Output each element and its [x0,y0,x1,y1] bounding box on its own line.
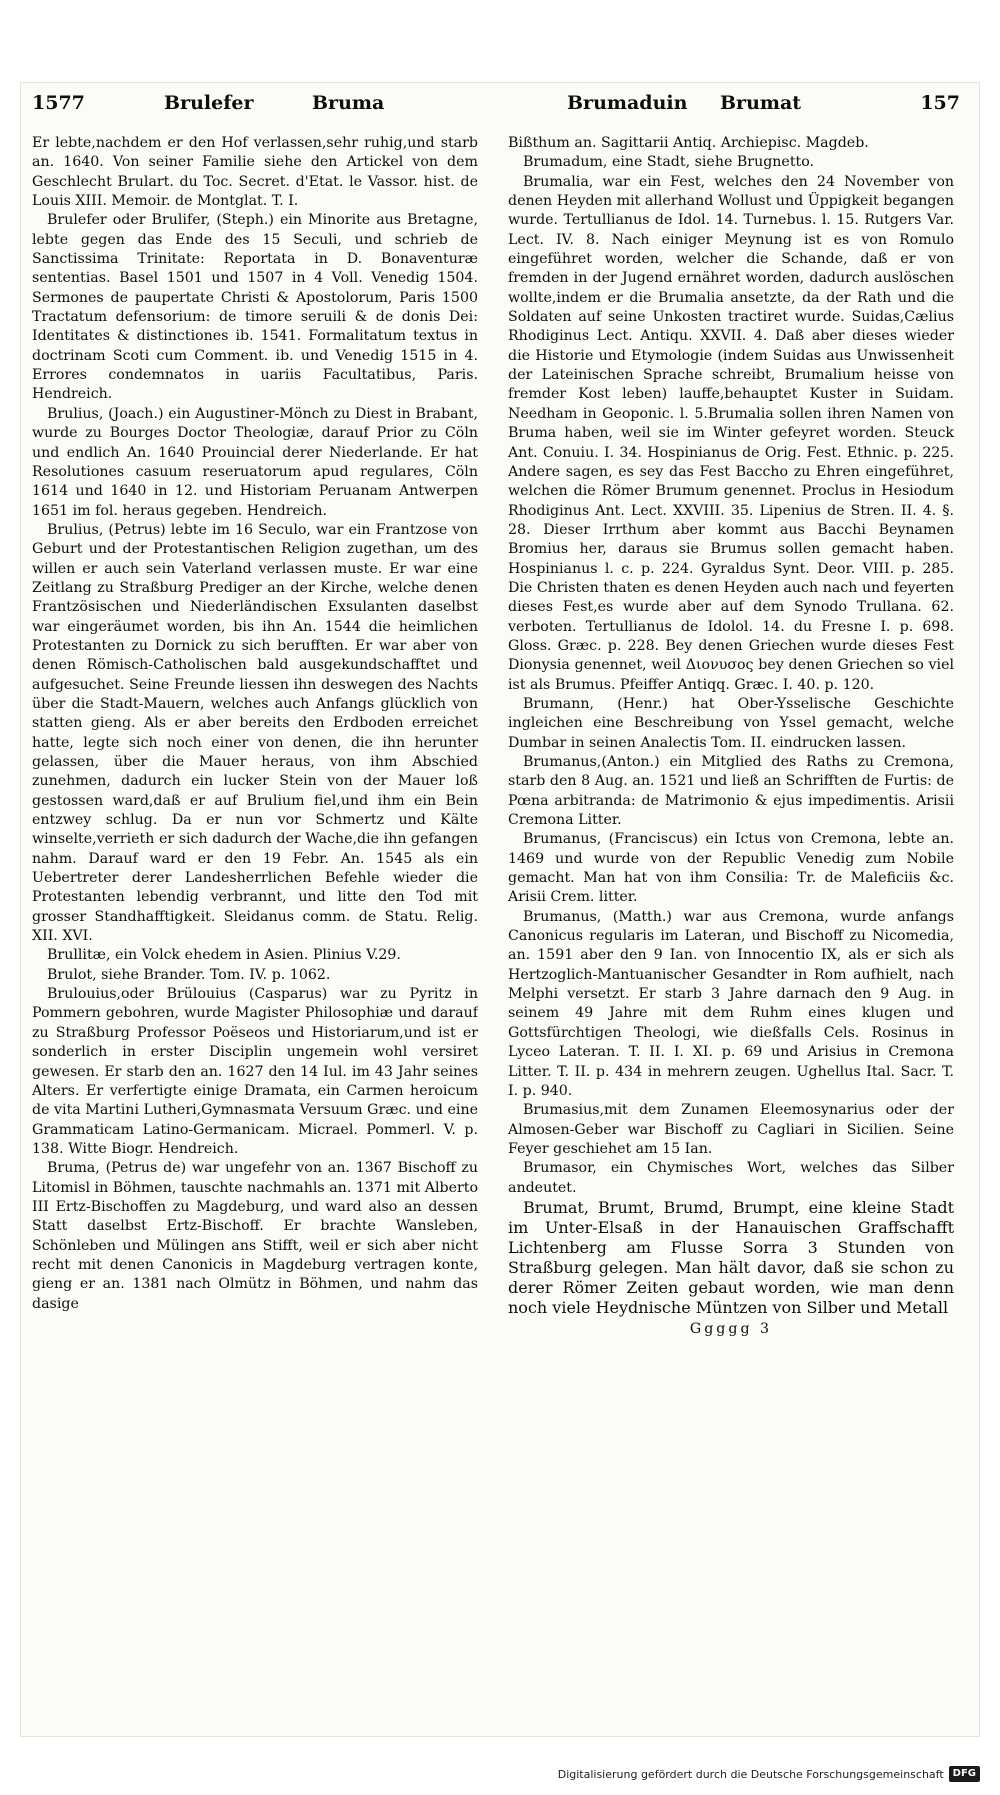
entry-paragraph: Brumat, Brumt, Brumd, Brumpt, eine kleine Stadt im Unter-Elsaß in der Hanauischen Graffschafft Lichtenberg am Flusse Sorra 3 Stunden von Straßburg gelegen. Man hält davor, daß sie schon zu derer Römer Zeiten gebaut worden, wie man denn noch viele Heydnische Müntzen von Silber und Metall [508,1197,954,1317]
entry-paragraph: Brulius, (Joach.) ein Augustiner-Mönch zu Diest in Brabant, wurde zu Bourges Doctor Theologiæ, darauf Prior zu Cöln und endlich An. 1640 Prouincial derer Niederlande. Er hat Resolutiones casuum reseruatorum apud regulares, Cöln 1614 und 1640 in 12. und Historiam Peruanam Antwerpen 1651 im fol. heraus gegeben. Hendreich. [32,405,478,519]
entry-paragraph: Er lebte,nachdem er den Hof verlassen,sehr ruhig,und starb an. 1640. Von seiner Familie siehe den Artickel von dem Geschlecht Brulart. du Toc. Secret. d'Etat. le Vassor. hist. de Louis XIII. Memoir. de Montglat. T. I. [32,135,478,210]
entry-paragraph: Brumanus, (Matth.) war aus Cremona, wurde anfangs Canonicus regularis im Lateran, und Bischoff zu Nicomedia, an. 1591 aber den 9 Ian. von Innocentio IX, als er sich als Hertzoglich-Mantuanischer Gesandter in Rom aufhielt, nach Melphi versetzt. Er starb 3 Jahre darnach den 9 Aug. in seinem 49 Jahre mit dem Ruhm eines klugen und Gottsfürchtigen Theologi, wie dießfalls Cels. Rosinus in Lyceo Lateran. T. II. I. XI. p. 69 und Arisius in Cremona Litter. T. II. p. 434 in mehrern zeugen. Ughellus Ital. Sacr. T. I. p. 940. [508,908,954,1099]
entry-paragraph: Brumanus,(Anton.) ein Mitglied des Raths zu Cremona, starb den 8 Aug. an. 1521 und ließ an Schrifften de Furtis: de Pœna arbitranda: de Matrimonio & ejus impedimentis. Arisii Cremona Litter. [508,754,954,829]
funding-credit: Digitalisierung gefördert durch die Deutsche Forschungsgemeinschaft [557,1767,944,1781]
entry-paragraph: Brulius, (Petrus) lebte im 16 Seculo, war ein Frantzose von Geburt und der Protestantischen Religion zugethan, um des willen er auch sein Vaterland verlassen muste. Er war eine Zeitlang zu Straßburg Prediger an der Kirche, welche denen Frantzösischen und Niederländischen Exsulanten daselbst war eingeräumet worden, bis ihn An. 1544 die heimlichen Protestanten zu Dornick zu sich berufften. Er war aber von denen Römisch-Catholischen bald ausgekundschafftet und aufgesuchet. Seine Freunde liessen ihn deswegen des Nachts über die Stadt-Mauern, welches auch Anfangs glücklich von statten gieng. Als er aber bereits den Erdboden erreichet hatte, legte sich noch einer von denen, die ihn herunter gelassen, über die Mauer heraus, von ihm Abschied zunehmen, dadurch ein lucker Stein von der Mauer loß gestossen ward,daß er auf Brulium fiel,und ihm ein Bein entzwey schlug. Da er nun vor Schmertz und Kälte winselte,verrieth er sich dadurch der Wache,die ihn gefangen nahm. Darauf ward er den 19 Febr. An. 1545 als ein Uebertreter derer Landesherrlichen Befehle wieder die Protestanten lebendig verbrannt, und litte den Tod mit grosser Standhafftigkeit. Sleidanus comm. de Statu. Relig. XII. XVI. [32,521,478,945]
entry-paragraph: Brumalia, war ein Fest, welches den 24 November von denen Heyden mit allerhand Wollust und Üppigkeit begangen wurde. Tertullianus de Idol. 14. Turnebus. l. 15. Rutgers Var. Lect. IV. 8. Nach einiger Meynung ist es von Romulo eingeführet worden, welcher die Schande, daß er von fremden in der Jugend ernähret worden, dadurch auslöschen wollte,indem er die Brumalia ansetzte, da der Rath und die Soldaten auf seine Unkosten tractiret wurde. Suidas,Cælius Rhodiginus Lect. Antiqu. XXVII. 4. Daß aber dieses wieder die Historie und Etymologie (indem Suidas aus Unwissenheit der Lateinischen Sprache schreibt, Brumalium heisse von fremder Kost leben) lauffe,behauptet Kuster in Suidam. Needham in Geoponic. l. 5.Brumalia sollen ihren Namen von Bruma haben, weil sie im Winter gefeyret worden. Steuck Ant. Conuiu. I. 34. Hospinianus de Orig. Fest. Ethnic. p. 225. Andere sagen, es sey das Fest Baccho zu Ehren eingeführet, welchen die Römer Brumum genennet. Proclus in Hesiodum Rhodiginus Ant. Lect. XXVIII. 35. Lipenius de Stren. II. 4. §. 28. Dieser Irrthum aber kommt aus Bacchi Beynamen Bromius her, daraus sie Brumus sollen gemacht haben. Hospinianus l. c. p. 224. Gyraldus Synt. Deor. VIII. p. 285. Die Christen thaten es denen Heyden auch nach und feyerten dieses Fest,es wurde aber auf dem Synodo Trullana. 62. verboten. Tertullianus de Idolol. 14. du Fresne I. p. 698. Gloss. Græc. p. 228. Bey denen Griechen wurde dieses Fest Dionysia genennet, weil Διονυσος bey denen Griechen so viel ist als Brumus. Pfeiffer Antiqq. Græc. I. 40. p. 120. [508,173,954,693]
page-number-right: 157 [920,92,960,114]
page-number-left: 1577 [32,92,85,114]
entry-paragraph: Brulouius,oder Brülouius (Casparus) war zu Pyritz in Pommern gebohren, wurde Magister Philosophiæ und darauf zu Straßburg Professor Poëseos und Historiarum,und ist er sonderlich in erster Disciplin ungemein wohl versiret gewesen. Er starb den an. 1627 den 14 Iul. im 43 Jahr seines Alters. Er verfertigte einige Dramata, ein Carmen heroicum de vita Martini Lutheri,Gymnasmata Versuum Græc. und eine Grammaticam Latino-Germanicam. Micrael. Pommerl. V. p. 138. Witte Biogr. Hendreich. [32,986,478,1157]
left-column [32,134,478,1724]
entry-paragraph: Bißthum an. Sagittarii Antiq. Archiepisc. Magdeb. [508,135,869,151]
digitization-footer [540,1762,980,1786]
catchword-4: Brumat [720,92,802,114]
entry-paragraph: Brumasor, ein Chymisches Wort, welches das Silber andeutet. [508,1160,954,1196]
entry-paragraph: Brulot, siehe Brander. Tom. IV. p. 1062. [47,966,331,983]
entry-paragraph: Brumasius,mit dem Zunamen Eleemosynarius oder der Almosen-Geber war Bischoff zu Cagliari in Sicilien. Seine Feyer geschiehet am 15 Ian. [508,1102,954,1157]
entry-paragraph: Brumann, (Henr.) hat Ober-Ysselische Geschichte ingleichen eine Beschreibung von Yssel gemacht, welche Dumbar in seinen Analectis Tom. II. eindrucken lassen. [508,695,954,751]
entry-paragraph: Brumanus, (Franciscus) ein Ictus von Cremona, lebte an. 1469 und wurde von der Republic Venedig zum Nobile gemacht. Man hat von ihm Consilia: Tr. de Maleficiis &c. Arisii Crem. litter. [508,831,954,906]
entry-paragraph: Bruma, (Petrus de) war ungefehr von an. 1367 Bischoff zu Litomisl in Böhmen, tauschte nachmahls an. 1371 mit Alberto III Ertz-Bischoffen zu Magdeburg, und ward also an dessen Statt daselbst Ertz-Bischoff. Er brachte Wansleben, Schönleben und Mülingen ans Stifft, weil er sich aber nicht recht mit denen Canonicis in Magdeburg vertragen konte, gieng er an. 1381 nach Olmütz in Böhmen, und nahm das dasige [32,1160,478,1312]
entry-paragraph: Brullitæ, ein Volck ehedem in Asien. Plinius V.29. [47,947,401,964]
catchword-1: Brulefer [164,92,254,114]
entry-paragraph: Brumadum, eine Stadt, siehe Brugnetto. [523,154,815,171]
dfg-logo-icon: DFG [949,1766,980,1782]
catchword-2: Bruma [312,92,385,114]
entry-paragraph: Brulefer oder Brulifer, (Steph.) ein Minorite aus Bretagne, lebte gegen das Ende des 15 Seculi, und schrieb de Sanctissima Trinitate: Reportata in D. Bonaventuræ sententias. Basel 1501 und 1507 in 4 Voll. Venedig 1504. Sermones de paupertate Christi & Apostolorum, Paris 1500 Tractatum defensorium: de timore seruili & de donis Dei: Identitates & distinctiones ib. 1541. Formalitatum textus in doctrinam Scoti cum Comment. ib. und Venedig 1515 in 4. Errores condemnatos in uariis Facultatibus, Paris. Hendreich. [32,212,478,403]
right-column [508,134,954,1724]
page-header [32,92,960,126]
signature-mark: Ggggg 3 [689,1320,773,1337]
catchword-3: Brumaduin [567,92,688,114]
